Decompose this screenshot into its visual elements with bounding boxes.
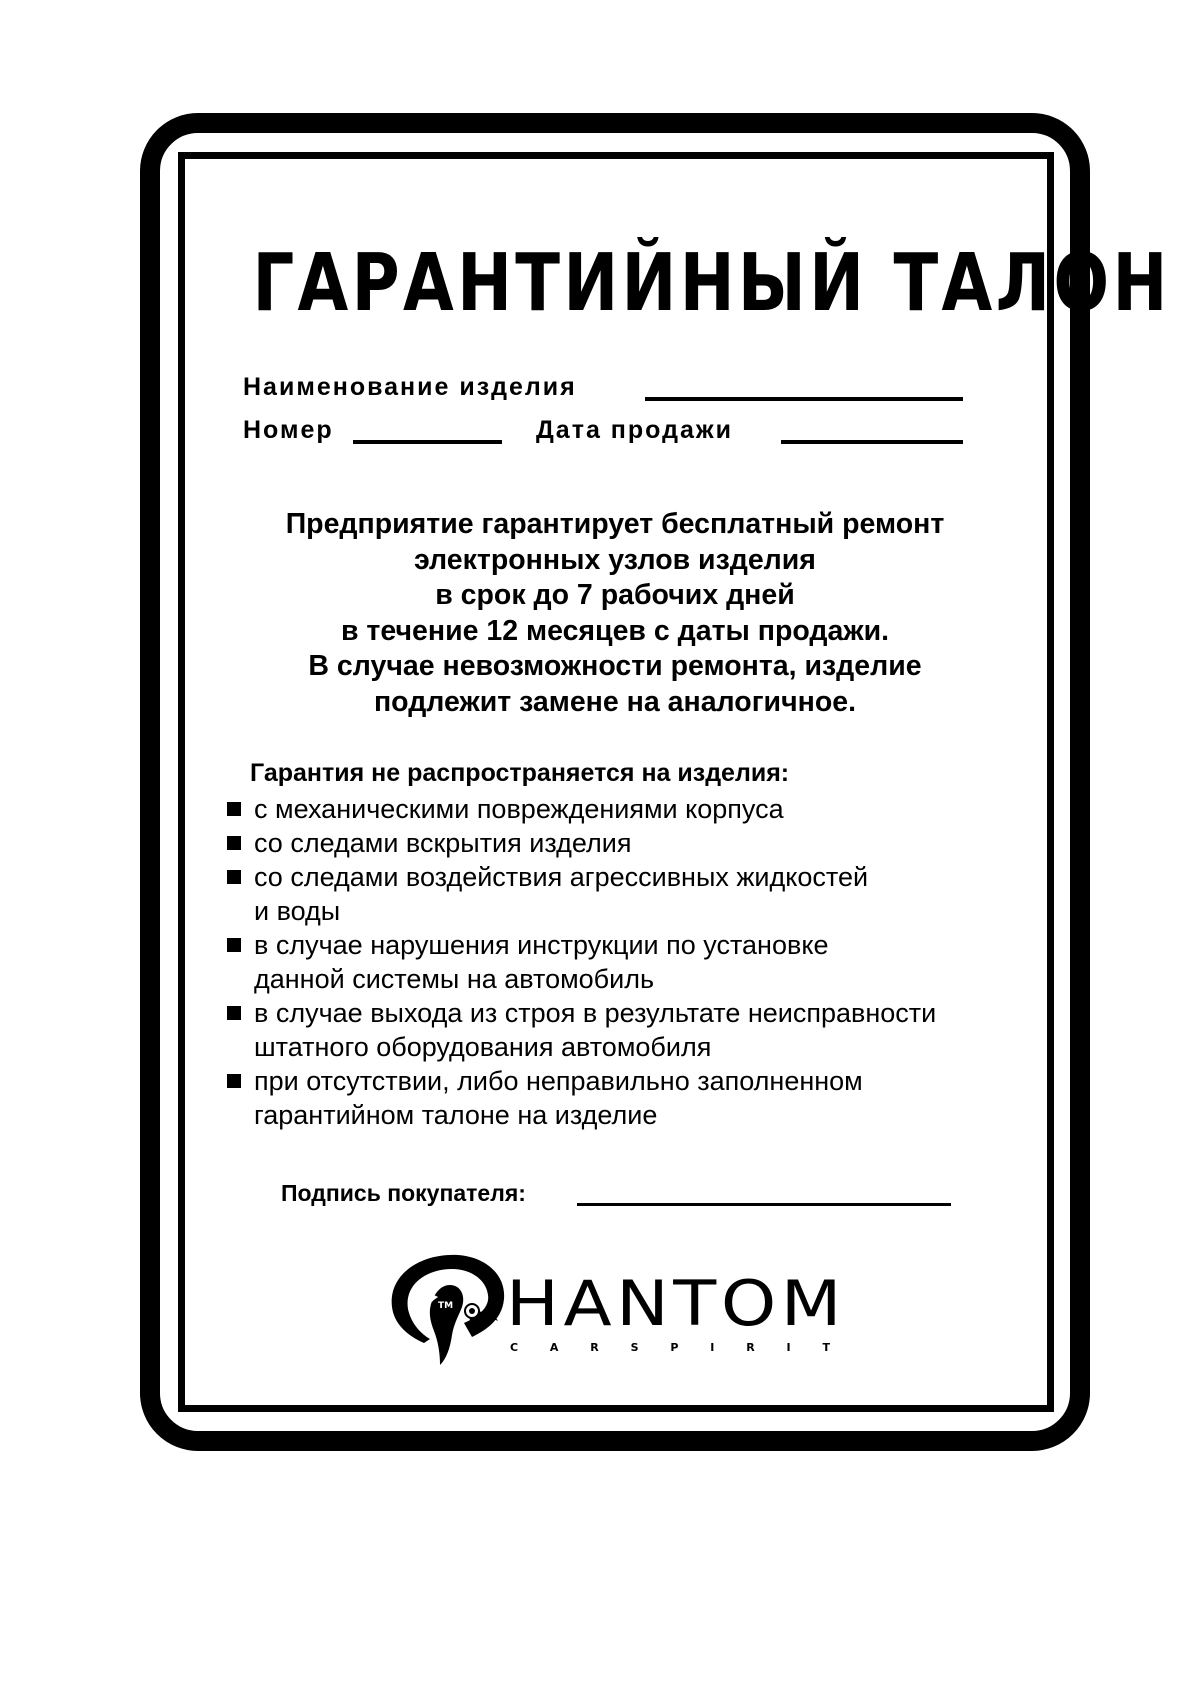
- document-title: ГАРАНТИЙНЫЙ ТАЛОН: [252, 237, 1171, 329]
- statement-line: в срок до 7 рабочих дней: [435, 579, 795, 611]
- trademark-mark: TM: [438, 1301, 454, 1311]
- exclusion-item: [227, 860, 1027, 928]
- statement-line: в течение 12 месяцев с даты продажи.: [340, 614, 890, 647]
- square-bullet-icon: [227, 938, 241, 952]
- signature-field: [281, 1175, 961, 1215]
- exclusion-line: данной системы на автомобиль: [254, 964, 655, 994]
- product-name-label: Наименование изделия: [243, 373, 577, 401]
- exclusion-line: при отсутствии, либо неправильно заполненном: [254, 1066, 863, 1096]
- sale-date-input-line[interactable]: [781, 440, 963, 444]
- sale-date-label: Дата продажи: [536, 416, 733, 444]
- exclusion-item: [227, 996, 1027, 1064]
- number-input-line[interactable]: [353, 440, 502, 444]
- exclusion-line: с механическими повреждениями корпуса: [254, 794, 784, 824]
- phantom-logo: [380, 1245, 860, 1365]
- number-label: Номер: [243, 416, 334, 444]
- logo-tagline: C A R S P I R I T: [510, 1341, 830, 1354]
- exclusion-item: [227, 1064, 1027, 1132]
- number-date-row: [243, 408, 963, 448]
- square-bullet-icon: [227, 836, 241, 850]
- exclusion-line: штатного оборудования автомобиля: [254, 1032, 712, 1062]
- product-name-input-line[interactable]: [645, 397, 963, 401]
- exclusion-item: [227, 792, 1027, 826]
- square-bullet-icon: [227, 1074, 241, 1088]
- logo-wordmark: HANTOM: [506, 1267, 846, 1340]
- exclusion-line: в случае выхода из строя в результате неисправности: [254, 998, 937, 1028]
- square-bullet-icon: [227, 802, 241, 816]
- statement-line: Предприятие гарантирует бесплатный ремонт: [285, 508, 945, 540]
- statement-line: электронных узлов изделия: [414, 543, 816, 576]
- exclusion-line: гарантийном талоне на изделие: [254, 1100, 658, 1130]
- signature-label: Подпись покупателя:: [281, 1180, 526, 1206]
- exclusion-line: со следами воздействия агрессивных жидкостей: [254, 862, 869, 892]
- exclusions-list: [227, 792, 1027, 1132]
- square-bullet-icon: [227, 1006, 241, 1020]
- exclusion-line: и воды: [254, 896, 341, 926]
- signature-input-line[interactable]: [577, 1203, 951, 1206]
- exclusion-item: [227, 928, 1027, 996]
- exclusion-item: [227, 826, 1027, 860]
- statement-line: В случае невозможности ремонта, изделие: [308, 650, 922, 682]
- product-name-field: [243, 365, 963, 405]
- exclusions-heading: Гарантия не распространяется на изделия:: [250, 759, 790, 787]
- statement-line: подлежит замене на аналогичное.: [373, 685, 857, 718]
- exclusion-line: в случае нарушения инструкции по установке: [254, 930, 829, 960]
- exclusion-line: со следами вскрытия изделия: [254, 828, 632, 858]
- warranty-statement: [200, 507, 1030, 720]
- square-bullet-icon: [227, 870, 241, 884]
